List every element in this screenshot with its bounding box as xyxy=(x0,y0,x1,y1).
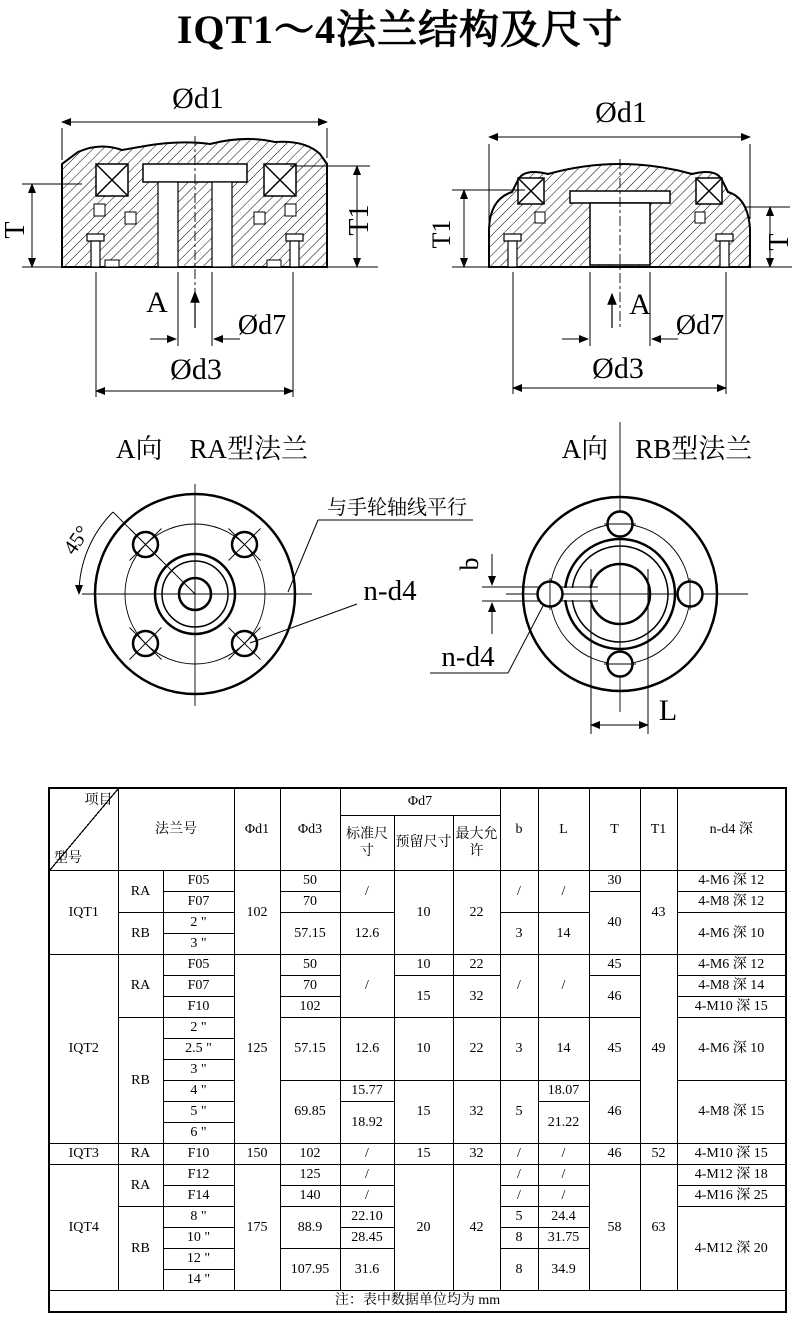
table-cell: 34.9 xyxy=(538,1249,589,1291)
table-cell: / xyxy=(500,871,538,913)
rb-b-label: b xyxy=(455,557,484,571)
table-cell: F14 xyxy=(163,1186,234,1207)
ra-channel-right xyxy=(212,182,232,267)
table-cell: RB xyxy=(118,913,163,955)
table-row xyxy=(49,871,786,892)
ra-angle-label: 45° xyxy=(58,521,95,559)
table-cell: 6 " xyxy=(163,1123,234,1144)
table-cell: 4-M10 深 15 xyxy=(677,1144,786,1165)
table-cell: 12 " xyxy=(163,1249,234,1270)
table-cell: 31.6 xyxy=(340,1249,394,1291)
table-cell: 3 " xyxy=(163,1060,234,1081)
header-d7-reserved: 预留尺寸 xyxy=(394,816,453,871)
rb-nd4-label: n-d4 xyxy=(441,641,495,673)
header-b: b xyxy=(500,788,538,871)
table-cell: 22 xyxy=(453,871,500,955)
table-cell: 2 " xyxy=(163,1018,234,1039)
rb-t-label: T xyxy=(764,233,795,251)
header-t1: T1 xyxy=(640,788,677,871)
rb-l-label: L xyxy=(658,694,678,727)
ra-body xyxy=(62,139,327,267)
header-d7-max: 最大允许 xyxy=(453,816,500,871)
table-cell: 4-M12 深 18 xyxy=(677,1165,786,1186)
table-cell: 21.22 xyxy=(538,1102,589,1144)
header-corner-cell xyxy=(49,788,118,871)
table-cell: 88.9 xyxy=(280,1207,340,1249)
table-cell: 22 xyxy=(453,1018,500,1081)
table-cell: IQT3 xyxy=(49,1144,118,1165)
table-cell: 58 xyxy=(589,1165,640,1291)
table-cell: / xyxy=(340,955,394,1018)
table-cell: 43 xyxy=(640,871,677,955)
dimension-table xyxy=(48,787,787,1313)
header-corner-bottom: 型号 xyxy=(54,850,82,866)
ra-step-4 xyxy=(285,204,296,216)
table-cell: 2.5 " xyxy=(163,1039,234,1060)
rb-t1-label: T1 xyxy=(427,219,456,249)
table-cell: 107.95 xyxy=(280,1249,340,1291)
table-cell: / xyxy=(340,1165,394,1186)
ra-d3-label: Ød3 xyxy=(170,353,222,386)
table-cell: IQT1 xyxy=(49,871,118,955)
table-cell: / xyxy=(500,955,538,1018)
header-d1: Φd1 xyxy=(234,788,280,871)
table-cell: 5 " xyxy=(163,1102,234,1123)
table-cell: 102 xyxy=(280,997,340,1018)
table-cell: 46 xyxy=(589,1144,640,1165)
table-cell: 125 xyxy=(234,955,280,1144)
table-cell: 8 xyxy=(500,1249,538,1291)
table-cell: / xyxy=(500,1144,538,1165)
table-cell: 69.85 xyxy=(280,1081,340,1144)
table-cell: 50 xyxy=(280,955,340,976)
table-cell: 70 xyxy=(280,976,340,997)
table-cell: / xyxy=(500,1186,538,1207)
table-cell: 5 xyxy=(500,1207,538,1228)
table-cell: RB xyxy=(118,1207,163,1291)
ra-bearing-right xyxy=(264,164,296,196)
table-cell: F05 xyxy=(163,871,234,892)
table-cell: 14 " xyxy=(163,1270,234,1291)
table-cell: 15 xyxy=(394,1081,453,1144)
header-d3: Φd3 xyxy=(280,788,340,871)
table-cell: RA xyxy=(118,1144,163,1165)
table-cell: 18.07 xyxy=(538,1081,589,1102)
table-cell: 22 xyxy=(453,955,500,976)
table-cell: IQT2 xyxy=(49,955,118,1144)
table-note: 注：表中数据单位均为 mm xyxy=(49,1291,786,1313)
rb-bearing-right xyxy=(696,178,722,204)
table-cell: F12 xyxy=(163,1165,234,1186)
table-cell: 28.45 xyxy=(340,1228,394,1249)
rb-d3-label: Ød3 xyxy=(592,352,644,385)
ra-bearing-left xyxy=(96,164,128,196)
table-cell: 4-M8 深 12 xyxy=(677,892,786,913)
ra-view-title: A向 RA型法兰 xyxy=(115,434,309,464)
table-cell: F05 xyxy=(163,955,234,976)
table-row xyxy=(49,1144,786,1165)
table-cell: 4-M10 深 15 xyxy=(677,997,786,1018)
table-cell: 20 xyxy=(394,1165,453,1291)
table-cell: 57.15 xyxy=(280,913,340,955)
ra-a-label: A xyxy=(146,286,168,319)
table-cell: 150 xyxy=(234,1144,280,1165)
table-cell: 2 " xyxy=(163,913,234,934)
table-cell: 10 xyxy=(394,1018,453,1081)
table-cell: 4 " xyxy=(163,1081,234,1102)
rb-a-label: A xyxy=(629,288,651,321)
ra-d7-label: Ød7 xyxy=(237,310,287,341)
table-cell: 15 xyxy=(394,1144,453,1165)
table-cell: 30 xyxy=(589,871,640,892)
table-cell: F07 xyxy=(163,976,234,997)
page-title: IQT1～4法兰结构及尺寸 xyxy=(176,7,624,52)
table-cell: 4-M6 深 12 xyxy=(677,871,786,892)
table-cell: 140 xyxy=(280,1186,340,1207)
table-cell: 40 xyxy=(589,892,640,955)
table-cell: F10 xyxy=(163,1144,234,1165)
table-cell: 14 xyxy=(538,1018,589,1081)
table-cell: 10 " xyxy=(163,1228,234,1249)
table-row xyxy=(49,1165,786,1186)
table-cell: 102 xyxy=(234,871,280,955)
rb-d7-label: Ød7 xyxy=(675,310,725,341)
table-cell: 3 xyxy=(500,1018,538,1081)
table-cell: 46 xyxy=(589,976,640,1018)
header-d7: Φd7 xyxy=(340,788,500,816)
ra-d1-label: Ød1 xyxy=(172,82,224,115)
table-cell: 14 xyxy=(538,913,589,955)
table-cell: 46 xyxy=(589,1081,640,1144)
table-cell: 5 xyxy=(500,1081,538,1144)
table-cell: 102 xyxy=(280,1144,340,1165)
table-cell: 32 xyxy=(453,1081,500,1144)
rb-view-title: A向 RB型法兰 xyxy=(561,434,753,464)
table-cell: 15 xyxy=(394,976,453,1018)
table-cell: / xyxy=(500,1165,538,1186)
table-cell: 24.4 xyxy=(538,1207,589,1228)
rb-front-view xyxy=(430,422,748,734)
header-t: T xyxy=(589,788,640,871)
table-cell: / xyxy=(340,1186,394,1207)
header-corner-top: 项目 xyxy=(84,793,113,808)
ra-angle-radial xyxy=(113,512,195,594)
table-cell: 4-M8 深 15 xyxy=(677,1081,786,1144)
ra-step-1 xyxy=(94,204,105,216)
ra-front-labels xyxy=(58,496,467,607)
rb-step-2 xyxy=(695,212,705,223)
table-cell: 32 xyxy=(453,976,500,1018)
table-cell: 4-M6 深 10 xyxy=(677,913,786,955)
table-row xyxy=(49,955,786,976)
ra-step-2 xyxy=(125,212,136,224)
table-cell: 32 xyxy=(453,1144,500,1165)
table-cell: 4-M8 深 14 xyxy=(677,976,786,997)
header-flange-no: 法兰号 xyxy=(118,788,234,871)
table-body xyxy=(49,871,786,1291)
table-cell: 8 " xyxy=(163,1207,234,1228)
table-cell: / xyxy=(538,871,589,913)
table-cell: 4-M12 深 20 xyxy=(677,1207,786,1291)
table-cell: 125 xyxy=(280,1165,340,1186)
ra-t-label: T xyxy=(0,221,31,239)
table-cell: 52 xyxy=(640,1144,677,1165)
ra-tab-left xyxy=(105,260,119,267)
table-cell: / xyxy=(340,1144,394,1165)
ra-nd4-leader xyxy=(250,604,357,643)
table-cell: RA xyxy=(118,871,163,913)
ra-t1-label: T1 xyxy=(344,204,375,236)
ra-nd4-label: n-d4 xyxy=(363,575,417,607)
table-cell: 175 xyxy=(234,1165,280,1291)
header-l: L xyxy=(538,788,589,871)
table-cell: RA xyxy=(118,955,163,1018)
ra-step-3 xyxy=(254,212,265,224)
table-cell: 22.10 xyxy=(340,1207,394,1228)
table-cell: / xyxy=(340,871,394,913)
table-cell: 49 xyxy=(640,955,677,1144)
table-note-row xyxy=(49,1291,786,1313)
table-cell: / xyxy=(538,1144,589,1165)
table-cell: 4-M6 深 12 xyxy=(677,955,786,976)
table-cell: 45 xyxy=(589,1018,640,1081)
rb-step-1 xyxy=(535,212,545,223)
table-cell: RB xyxy=(118,1018,163,1144)
table-cell: RA xyxy=(118,1165,163,1207)
table-cell: F07 xyxy=(163,892,234,913)
table-cell: 10 xyxy=(394,955,453,976)
table-cell: / xyxy=(538,955,589,1018)
table-cell: 18.92 xyxy=(340,1102,394,1144)
table-cell: 63 xyxy=(640,1165,677,1291)
table-cell: 4-M6 深 10 xyxy=(677,1018,786,1081)
table-cell: / xyxy=(538,1186,589,1207)
table-cell: 3 xyxy=(500,913,538,955)
table-cell: 3 " xyxy=(163,934,234,955)
table-cell: 4-M16 深 25 xyxy=(677,1186,786,1207)
table-cell: 10 xyxy=(394,871,453,955)
table-header-row-1 xyxy=(49,788,786,816)
table-cell: 12.6 xyxy=(340,1018,394,1081)
table-cell: 70 xyxy=(280,892,340,913)
ra-parallel-leader xyxy=(288,520,318,592)
ra-channel-left xyxy=(158,182,178,267)
rb-bearing-left xyxy=(518,178,544,204)
ra-tab-right xyxy=(267,260,281,267)
table-cell: 15.77 xyxy=(340,1081,394,1102)
header-nd4: n-d4 深 xyxy=(677,788,786,871)
rb-d1-label: Ød1 xyxy=(595,96,647,129)
table-cell: 8 xyxy=(500,1228,538,1249)
rb-front-labels xyxy=(441,558,677,728)
table-cell: F10 xyxy=(163,997,234,1018)
header-d7-standard: 标准尺寸 xyxy=(340,816,394,871)
table-cell: 50 xyxy=(280,871,340,892)
ra-parallel-label: 与手轮轴线平行 xyxy=(327,497,467,519)
table-cell: 12.6 xyxy=(340,913,394,955)
table-cell: 45 xyxy=(589,955,640,976)
flange-drawings xyxy=(0,54,800,780)
table-cell: 31.75 xyxy=(538,1228,589,1249)
table-cell: IQT4 xyxy=(49,1165,118,1291)
table-cell: / xyxy=(538,1165,589,1186)
table-cell: 42 xyxy=(453,1165,500,1291)
table-cell: 57.15 xyxy=(280,1018,340,1081)
